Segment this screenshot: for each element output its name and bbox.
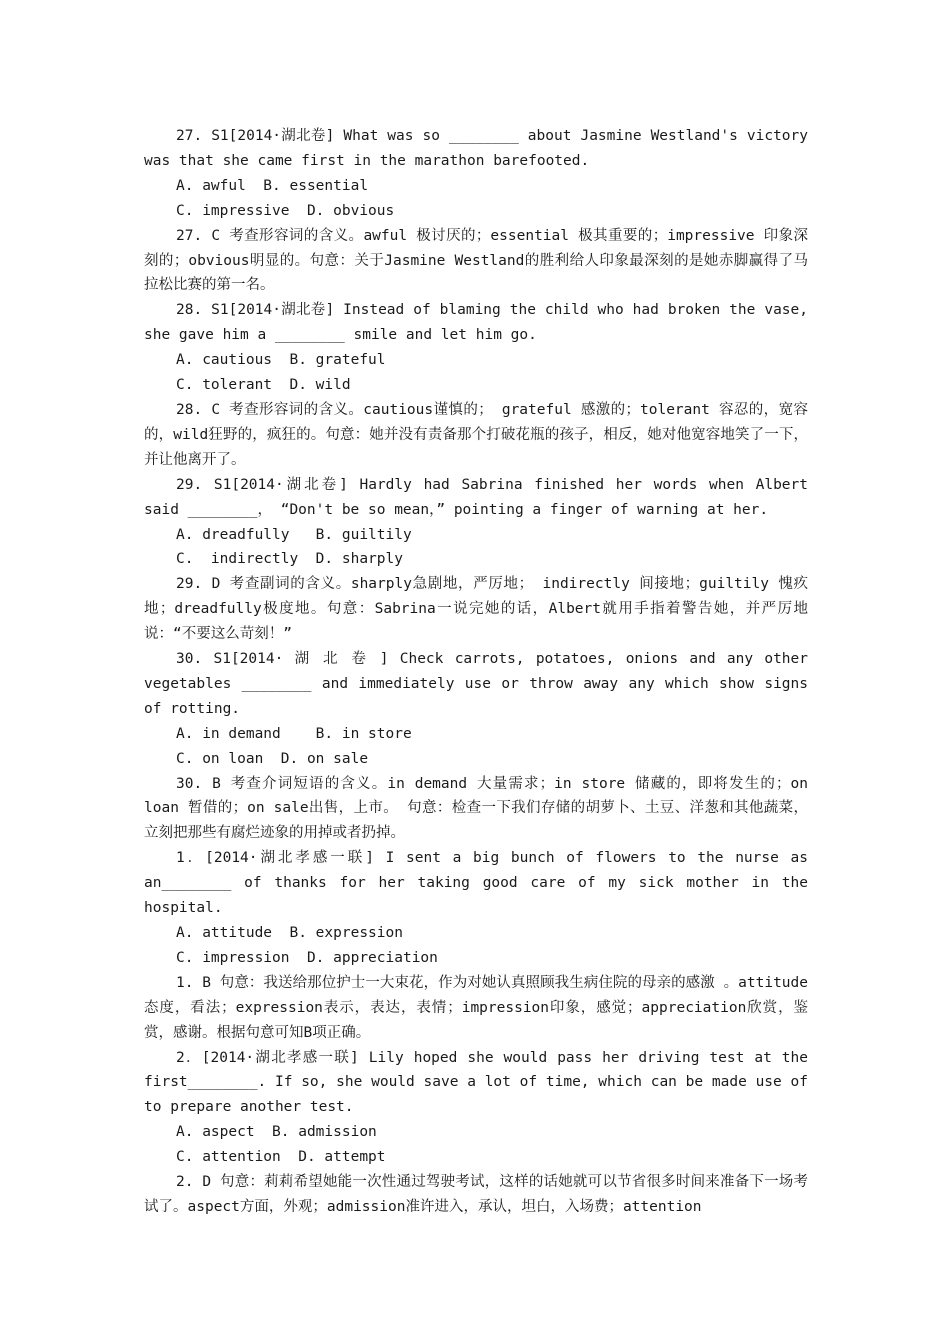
question-1-options-cd: C. impression D. appreciation [176, 949, 438, 966]
question-30: 30. S1[2014· 湖 北 卷 ] Check carrots, potatoes, onions and any other vegetables ________ and immediately use or throw away any which show signs of rotting. [144, 651, 808, 717]
question-29-options-ab: A. dreadfully B. guiltily [176, 526, 412, 543]
question-28-options-cd: C. tolerant D. wild [176, 377, 351, 394]
question-29-options-cd: C. indirectly D. sharply [176, 551, 403, 568]
answer-30: 30. B 考查介词短语的含义。in demand 大量需求；in store 储藏的，即将发生的；on loan 暂借的；on sale出售，上市。 句意：检查一下我们存储的胡萝卜、土豆、洋葱和其他蔬菜，立刻把那些有腐烂迹象的用掉或者扔掉。 [144, 775, 808, 842]
answer-1: 1. B 句意：我送给那位护士一大束花，作为对她认真照顾我生病住院的母亲的感激 。attitude态度，看法；expression表示，表达，表情；impression印象，感觉；appreciation欣赏，鉴赏，感谢。根据句意可知B项正确。 [144, 974, 808, 1041]
question-28-options-ab: A. cautious B. grateful [176, 352, 386, 369]
question-28: 28. S1[2014·湖北卷] Instead of blaming the child who had broken the vase, she gave him a ________ smile and let him go. [144, 302, 808, 344]
answer-29: 29. D 考查副词的含义。sharply急剧地，严厉地； indirectly 间接地；guiltily 愧疚地；dreadfully极度地。句意：Sabrina一说完她的话，Albert就用手指着警告她，并严厉地说：“不要这么苛刻！” [144, 576, 808, 643]
question-27-options-cd: C. impressive D. obvious [176, 202, 395, 219]
question-27-options-ab: A. awful B. essential [176, 177, 369, 194]
question-1: 1．[2014·湖北孝感一联] I sent a big bunch of flowers to the nurse as an________ of thanks for her taking good care of my sick mother in the hospital. [144, 850, 808, 917]
question-2-options-cd: C. attention D. attempt [176, 1149, 386, 1166]
answer-2: 2. D 句意：莉莉希望她能一次性通过驾驶考试，这样的话她就可以节省很多时间来准备下一场考试了。aspect方面，外观；admission准许进入，承认，坦白，入场费；attention [144, 1174, 808, 1215]
question-29: 29. S1[2014·湖北卷] Hardly had Sabrina finished her words when Albert said ________， “Don't be so mean，” pointing a finger of warning at her. [144, 476, 808, 518]
question-27: 27. S1[2014·湖北卷] What was so ________ about Jasmine Westland's victory was that she came first in the marathon barefooted. [144, 128, 808, 169]
answer-27: 27. C 考查形容词的含义。awful 极讨厌的；essential 极其重要的；impressive 印象深刻的；obvious明显的。句意：关于Jasmine Westland的胜利给人印象最深刻的是她赤脚赢得了马拉松比赛的第一名。 [144, 227, 808, 294]
question-2-options-ab: A. aspect B. admission [176, 1124, 377, 1141]
question-2: 2．[2014·湖北孝感一联] Lily hoped she would pass her driving test at the first________. If so, she would save a lot of time, which can be made use of to prepare another test. [144, 1049, 808, 1116]
answer-28: 28. C 考查形容词的含义。cautious谨慎的； grateful 感激的；tolerant 容忍的，宽容的，wild狂野的，疯狂的。句意：她并没有责备那个打破花瓶的孩子，相反，她对他宽容地笑了一下，并让他离开了。 [144, 401, 808, 468]
question-30-options-ab: A. in demand B. in store [176, 725, 412, 742]
question-30-options-cd: C. on loan D. on sale [176, 750, 369, 767]
question-1-options-ab: A. attitude B. expression [176, 925, 403, 941]
document-page [144, 124, 808, 1220]
